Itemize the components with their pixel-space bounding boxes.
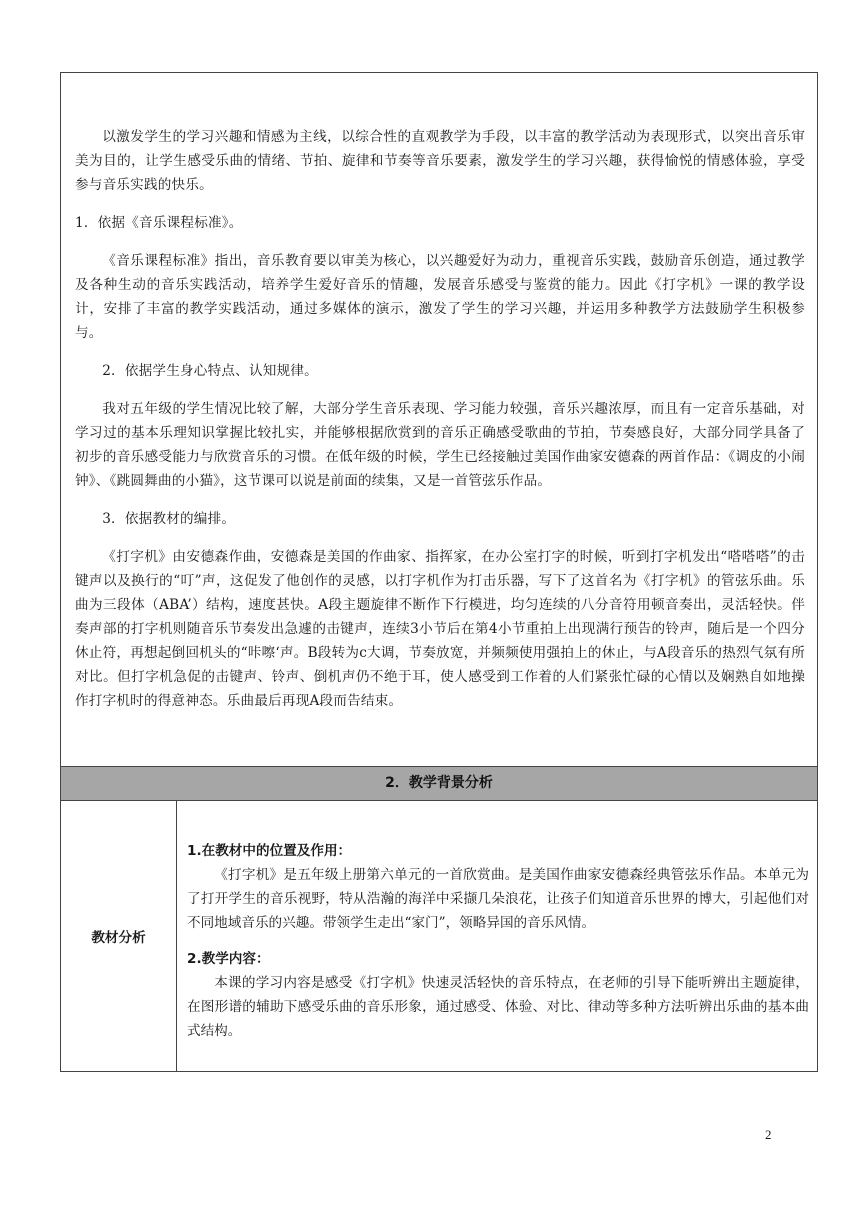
heading-student-characteristics: 2．依据学生身心特点、认知规律。 xyxy=(102,363,318,379)
curriculum-standard-paragraph: 《音乐课程标准》指出，音乐教育要以审美为核心，以兴趣爱好为动力，重视音乐实践，鼓励音乐创造，通过教学及各种生动的音乐实践活动，培养学生爱好音乐的情趣，发展音乐感受与鉴赏的能力。因此《打字机》一课的教学设计，安排了丰富的教学实践活动，通过多媒体的演示，激发了学生的学习兴趣，并运用多种教学方法鼓励学生积极参与。 xyxy=(75,253,805,341)
document-table xyxy=(60,72,818,1072)
heading-curriculum-standard: 1．依据《音乐课程标准》。 xyxy=(75,215,243,231)
teaching-content-title: 2.教学内容： xyxy=(187,951,270,967)
intro-paragraph: 以激发学生的学习兴趣和情感为主线，以综合性的直观教学为手段，以丰富的教学活动为表现形式，以突出音乐审美为目的，让学生感受乐曲的情绪、节拍、旋律和节奏等音乐要素，激发学生的学习兴趣，获得愉悦的情感体验，享受参与音乐实践的快乐。 xyxy=(75,129,805,193)
heading-textbook-arrangement: 3．依据教材的编排。 xyxy=(102,511,236,527)
textbook-analysis-cell xyxy=(177,801,817,1071)
teaching-content-paragraph: 本课的学习内容是感受《打字机》快速灵活轻快的音乐特点，在老师的引导下能听辨出主题旋律，在图形谱的辅助下感受乐曲的音乐形象，通过感受、体验、对比、律动等多种方法听辨出乐曲的基本曲式结构。 xyxy=(187,975,809,1039)
textbook-arrangement-paragraph: 《打字机》由安德森作曲，安德森是美国的作曲家、指挥家，在办公室打字的时候，听到打字机发出“嗒嗒嗒”的击键声以及换行的“叮”声，这促发了他创作的灵感，以打字机作为打击乐器，写下了这首名为《打字机》的管弦乐曲。乐曲为三段体（ABA’）结构，速度甚快。A段主题旋律不断作下行模进，均匀连续的八分音符用顿音奏出，灵活轻快。伴奏声部的打字机则随音乐节奏发出急遽的击键声，连续3小节后在第4小节重拍上出现满行预告的铃声，随后是一个四分休止符，再想起倒回机头的“咔嚓‘声。B段转为c大调，节奏放宽，并频频使用强拍上的休止，与A段音乐的热烈气氛有所对比。但打字机急促的击键声、铃声、倒机声仍不绝于耳，使人感受到工作着的人们紧张忙碌的心情以及娴熟自如地操作打字机时的得意神态。乐曲最后再现A段而告结束。 xyxy=(75,549,805,709)
section-header-background-analysis: 2．教学背景分析 xyxy=(61,767,817,801)
page-number: 2 xyxy=(765,1127,772,1142)
position-role-title: 1.在教材中的位置及作用： xyxy=(187,843,352,859)
row-label-textbook-analysis: 教材分析 xyxy=(61,801,177,1071)
design-rationale-cell xyxy=(61,73,817,767)
position-role-paragraph: 《打字机》是五年级上册第六单元的一首欣赏曲。是美国作曲家安德森经典管弦乐作品。本单元为了打开学生的音乐视野，特从浩瀚的海洋中采撷几朵浪花，让孩子们知道音乐世界的博大，引起他们对不同地域音乐的兴趣。带领学生走出“家门”，领略异国的音乐风情。 xyxy=(187,867,809,931)
student-characteristics-paragraph: 我对五年级的学生情况比较了解，大部分学生音乐表现、学习能力较强，音乐兴趣浓厚，而且有一定音乐基础，对学习过的基本乐理知识掌握比较扎实，并能够根据欣赏到的音乐正确感受歌曲的节拍，节奏感良好，大部分同学具备了初步的音乐感受能力与欣赏音乐的习惯。在低年级的时候，学生已经接触过美国作曲家安德森的两首作品：《调皮的小闹钟》、《跳圆舞曲的小猫》，这节课可以说是前面的续集，又是一首管弦乐作品。 xyxy=(75,401,805,489)
